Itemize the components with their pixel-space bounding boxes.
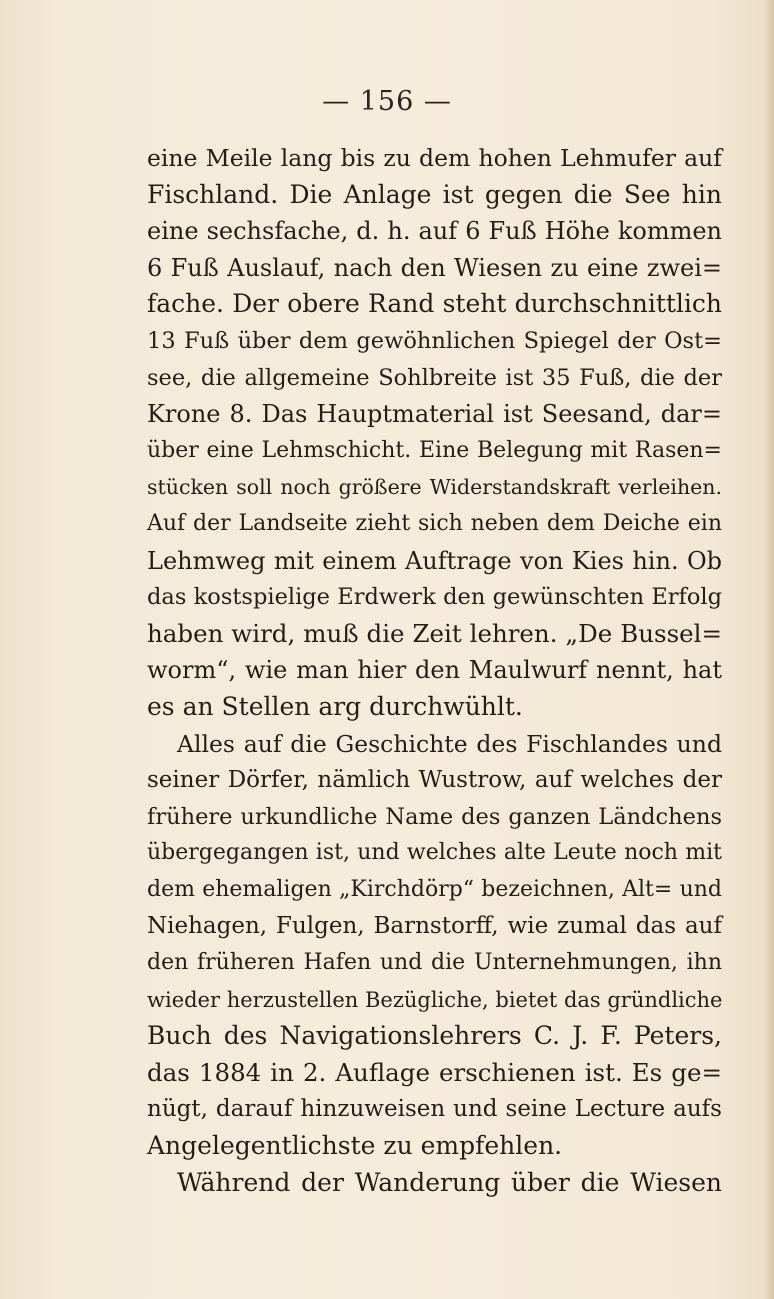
text-line: nügt, darauf hinzuweisen und seine Lecture aufs <box>147 1096 722 1123</box>
page-edge-shadow <box>764 0 774 1299</box>
text-line: see, die allgemeine Sohlbreite ist 35 Fuß, die der <box>147 364 722 391</box>
text-line: Fischland. Die Anlage ist gegen die See hin <box>147 179 722 209</box>
text-line-paragraph-start: Während der Wanderung über die Wiesen <box>177 1167 722 1197</box>
text-line: Auf der Landseite zieht sich neben dem Deiche ein <box>147 510 722 536</box>
text-line: dem ehemaligen „Kirchdörp“ bezeichnen, Alt= und <box>147 876 722 902</box>
text-line: Krone 8. Das Hauptmaterial ist Seesand, dar= <box>147 400 722 429</box>
text-line: fache. Der obere Rand steht durchschnittlich <box>147 289 722 319</box>
text-line: Lehmweg mit einem Auftrage von Kies hin. Ob <box>147 546 722 575</box>
text-line: den früheren Hafen und die Unternehmungen, ihn <box>147 950 722 976</box>
text-line: seiner Dörfer, nämlich Wustrow, auf welches der <box>147 767 722 794</box>
text-line: worm“, wie man hier den Maulwurf nennt, hat <box>147 656 722 685</box>
body-text <box>147 140 722 1201</box>
text-line: das kostspielige Erdwerk den gewünschten Erfolg <box>147 584 722 611</box>
text-line: stücken soll noch größere Widerstandskraft verleihen. <box>147 475 722 500</box>
text-line: haben wird, muß die Zeit lehren. „De Bussel= <box>147 618 722 648</box>
text-line: Niehagen, Fulgen, Barnstorff, wie zumal das auf <box>147 913 722 940</box>
text-line: eine sechsfache, d. h. auf 6 Fuß Höhe kommen <box>147 217 722 246</box>
text-line-paragraph-end: Angelegentlichste zu empfehlen. <box>147 1131 563 1161</box>
text-line-paragraph-end: es an Stellen arg durchwühlt. <box>147 691 523 721</box>
text-line: das 1884 in 2. Auflage erschienen ist. Es ge= <box>147 1057 722 1087</box>
text-line: über eine Lehmschicht. Eine Belegung mit Rasen= <box>147 437 722 463</box>
text-line: 13 Fuß über dem gewöhnlichen Spiegel der Ost= <box>147 327 722 354</box>
text-line: frühere urkundliche Name des ganzen Ländchens <box>147 803 722 830</box>
text-line: 6 Fuß Auslauf, nach den Wiesen zu eine zwei= <box>147 253 722 282</box>
page-number: — 156 — <box>322 86 452 117</box>
text-line: eine Meile lang bis zu dem hohen Lehmufer auf <box>147 144 722 172</box>
text-line: wieder herzustellen Bezügliche, bietet das gründliche <box>147 987 723 1012</box>
text-line: übergegangen ist, und welches alte Leute noch mit <box>147 840 722 866</box>
text-line-paragraph-start: Alles auf die Geschichte des Fischlandes und <box>177 729 722 758</box>
text-line: Buch des Navigationslehrers C. J. F. Peters, <box>147 1021 722 1051</box>
